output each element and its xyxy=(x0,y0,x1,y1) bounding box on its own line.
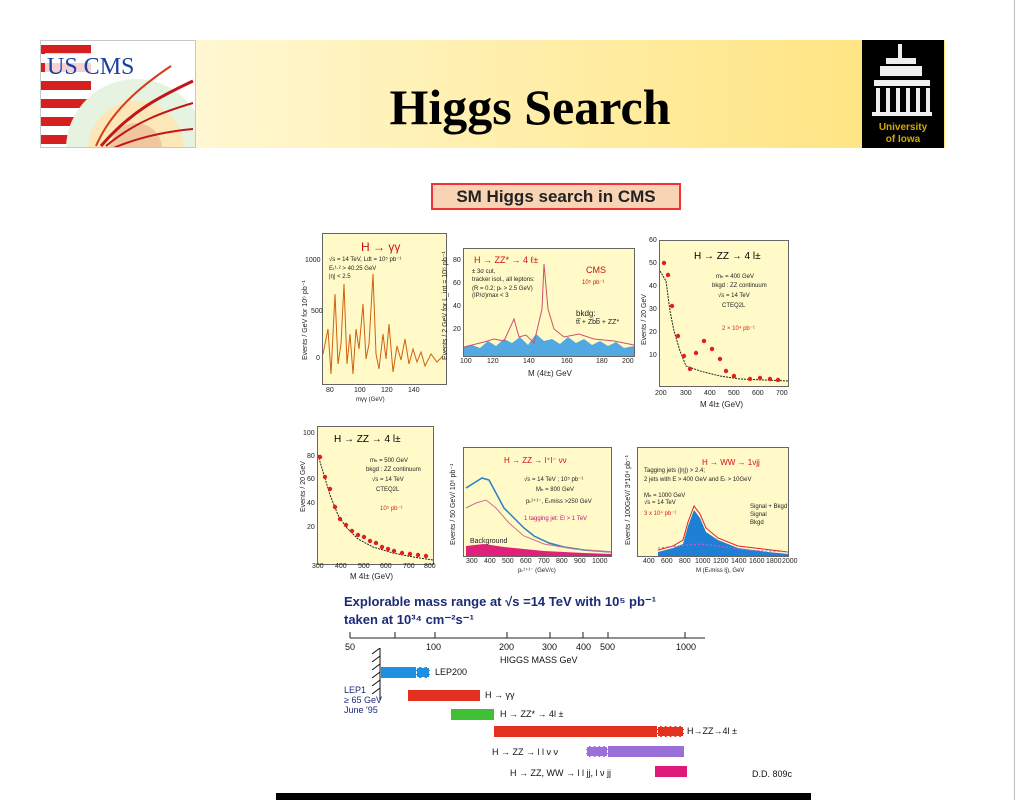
panel-zzstar-xtick-180: 180 xyxy=(596,358,608,365)
panel-zz500-title: H → ZZ → 4 l± xyxy=(334,434,401,445)
panel-gg-ytick-0: 0 xyxy=(316,355,320,362)
label-h-zz-4l: H→ZZ→4l ± xyxy=(687,726,737,736)
panel-zz400-ytick-60: 60 xyxy=(649,237,657,244)
mass-range-headline-2: taken at 10³⁴ cm⁻²s⁻¹ xyxy=(344,612,474,627)
panel-llvv-xtick-500: 500 xyxy=(502,558,514,565)
panel-zzstar-ytick-60: 60 xyxy=(453,280,461,287)
bar-h-zz-llvv-dashed xyxy=(586,746,608,757)
panel-ww-xtick-400: 400 xyxy=(643,558,655,565)
panel-zzstar-note-1: ± 3σ cut, xyxy=(472,269,496,275)
figure-title: SM Higgs search in CMS xyxy=(431,183,681,210)
panel-gg-ylabel: Events / GeV for 10⁵ pb⁻¹ xyxy=(302,280,309,360)
panel-gg-xtick-120: 120 xyxy=(381,387,393,394)
panel-zz400-note-1: mₕ = 400 GeV xyxy=(716,274,754,280)
mass-axis xyxy=(345,628,725,648)
panel-llvv-note-1: √s = 14 TeV ; 10⁵ pb⁻¹ xyxy=(524,477,584,483)
panel-zz500-ytick-20: 20 xyxy=(307,524,315,531)
panel-zz500-xtick-700: 700 xyxy=(403,563,415,570)
bar-h-zzstar-4l xyxy=(451,709,494,720)
panel-zzstar-xtick-200: 200 xyxy=(622,358,634,365)
panel-zzstar-ylabel: Events / 2 GeV for L_int = 10⁵ pb⁻¹ xyxy=(442,251,449,360)
panel-zz500-xlabel: M 4l± (GeV) xyxy=(350,572,394,581)
panel-ww-xtick-800: 800 xyxy=(679,558,691,565)
bar-h-zz-4l xyxy=(494,726,657,737)
panel-llvv-xtick-400: 400 xyxy=(484,558,496,565)
panel-zzstar-cms: CMS xyxy=(586,265,606,275)
panel-gg-ytick-500: 500 xyxy=(311,308,323,315)
panel-gg-xlabel: mγγ (GeV) xyxy=(356,397,385,403)
panel-zzstar-note-4: (IP/σ)max < 3 xyxy=(472,293,509,299)
label-h-zz-ww-jets: H → ZZ, WW → l l jj, l ν jj xyxy=(510,768,611,778)
panel-zz400-note-3: √s = 14 TeV xyxy=(718,293,750,299)
panel-zz500-note-2: bkgd : ZZ continuum xyxy=(366,467,421,473)
panel-llvv-note-4: 1 tagging jet: Eʲ > 1 TeV xyxy=(524,516,588,522)
panel-zzstar-xtick-100: 100 xyxy=(460,358,472,365)
label-h-zz-llvv: H → ZZ → l l ν ν xyxy=(492,747,558,757)
panel-zz400-ytick-20: 20 xyxy=(649,329,657,336)
panel-llvv-bkg: Background xyxy=(470,538,508,545)
panel-ww-legend-1: Signal + Bkgd xyxy=(750,504,788,510)
panel-zzstar-bkg-1: bkdg: xyxy=(576,309,596,318)
panel-ww-note-4: √s = 14 TeV xyxy=(644,500,676,506)
panel-gg-xtick-100: 100 xyxy=(354,387,366,394)
panel-zz500-note-4: CTEQ2L xyxy=(376,487,400,493)
panel-zz400-ytick-40: 40 xyxy=(649,283,657,290)
panel-zz400-ytick-50: 50 xyxy=(649,260,657,267)
panel-h-zz-4l-500 xyxy=(317,426,434,565)
panel-zz500-ytick-80: 80 xyxy=(307,453,315,460)
panel-llvv-xtick-600: 600 xyxy=(520,558,532,565)
panel-zzstar-xtick-140: 140 xyxy=(523,358,535,365)
panel-h-gamma-gamma xyxy=(322,233,447,385)
label-h-gamma-gamma: H → γγ xyxy=(485,690,515,700)
panel-zz400-title: H → ZZ → 4 l± xyxy=(694,251,761,262)
iowa-logo-line1: University xyxy=(878,122,928,133)
mass-tick-300: 300 xyxy=(542,642,558,652)
panel-llvv-note-2: Mₕ = 800 GeV xyxy=(536,487,574,493)
panel-zz500-xtick-400: 400 xyxy=(335,563,347,570)
credit-label: D.D. 809c xyxy=(752,769,793,779)
panel-zz500-ytick-40: 40 xyxy=(307,500,315,507)
label-h-zzstar-4l: H → ZZ* → 4l ± xyxy=(500,709,564,719)
university-of-iowa-logo xyxy=(862,40,944,148)
panel-ww-note-1: Tagging jets (|η|) > 2.4; xyxy=(644,468,705,474)
panel-gg-note-3: |η| < 2.5 xyxy=(329,274,351,280)
panel-gg-note-2: Eₜ¹·² > 40.25 GeV xyxy=(329,266,377,272)
panel-zzstar-bkg-2: tt̅ + Zbb̅ + ZZ* xyxy=(576,319,620,326)
panel-zz400-xtick-300: 300 xyxy=(680,390,692,397)
us-cms-logo xyxy=(40,40,196,148)
panel-ww-xtick-600: 600 xyxy=(661,558,673,565)
panel-zz400-note-4: CTEQ2L xyxy=(722,303,746,309)
panel-zz400-xtick-500: 500 xyxy=(728,390,740,397)
panel-zz400-ytick-10: 10 xyxy=(649,352,657,359)
panel-zz500-xtick-800: 800 xyxy=(424,563,436,570)
panel-ww-xtick-1200: 1200 xyxy=(713,558,729,565)
panel-gg-title: H → γγ xyxy=(361,240,401,254)
panel-gg-note-1: √s = 14 TeV, Ldt = 10⁵ pb⁻¹ xyxy=(329,257,402,263)
panel-ww-legend-2: Signal xyxy=(750,512,767,518)
panel-ww-xlabel: M (Eₜmiss lj), GeV xyxy=(696,568,745,574)
panel-llvv-xtick-300: 300 xyxy=(466,558,478,565)
page-title: Higgs Search xyxy=(389,79,671,135)
mass-tick-500: 500 xyxy=(600,642,616,652)
us-cms-logo-text: US CMS xyxy=(47,54,135,80)
lep1-label-2: ≥ 65 GeV xyxy=(344,695,382,705)
bar-h-gamma-gamma xyxy=(408,690,480,701)
panel-ww-note-5: 3 x 10⁴ pb⁻¹ xyxy=(644,511,677,517)
panel-llvv-note-3: pₜ¹⁺¹⁻, Eₜmiss >250 GeV xyxy=(526,499,592,505)
panel-gg-xtick-140: 140 xyxy=(408,387,420,394)
mass-axis-label: HIGGS MASS GeV xyxy=(500,655,578,665)
panel-zz400-ylabel: Events / 20 GeV xyxy=(641,294,648,345)
panel-zz500-xtick-300: 300 xyxy=(312,563,324,570)
label-lep200: LEP200 xyxy=(435,667,468,677)
panel-zzstar-title: H → ZZ* → 4 ℓ± xyxy=(474,255,539,265)
page-edge-line xyxy=(1014,0,1015,800)
panel-zzstar-note-3: (R = 0.2; pₜ > 2.5 GeV) xyxy=(472,286,533,292)
panel-ww-xtick-2000: 2000 xyxy=(782,558,798,565)
panel-zz500-xtick-500: 500 xyxy=(358,563,370,570)
lep1-label-3: June '95 xyxy=(344,705,378,715)
panel-zz400-xtick-700: 700 xyxy=(776,390,788,397)
panel-llvv-title: H → ZZ → l⁺l⁻ νν xyxy=(504,456,567,465)
panel-h-zz-llvv xyxy=(463,447,612,557)
bar-lep200 xyxy=(381,667,416,678)
panel-zz400-note-2: bkgd : ZZ continuum xyxy=(712,283,767,289)
mass-tick-400: 400 xyxy=(576,642,592,652)
bar-h-zz-4l-extension xyxy=(657,726,684,737)
panel-zz400-note-5: 2 × 10⁴ pb⁻¹ xyxy=(722,326,755,332)
panel-ww-note-2: 2 jets with E > 400 GeV and Eₜ > 10GeV xyxy=(644,477,752,483)
mass-range-headline-1: Explorable mass range at √s =14 TeV with 10⁵ pb⁻¹ xyxy=(344,594,657,609)
panel-llvv-xtick-800: 800 xyxy=(556,558,568,565)
panel-zz400-xlabel: M 4l± (GeV) xyxy=(700,400,744,409)
panel-zz400-ytick-30: 30 xyxy=(649,306,657,313)
panel-zz500-note-3: √s = 14 TeV xyxy=(372,477,404,483)
panel-zzstar-ytick-80: 80 xyxy=(453,257,461,264)
panel-zzstar-xtick-120: 120 xyxy=(487,358,499,365)
panel-gg-xtick-80: 80 xyxy=(326,387,334,394)
panel-llvv-ylabel: Events / 50 GeV/ 10⁵ pb⁻¹ xyxy=(450,463,457,545)
panel-zzstar-xtick-160: 160 xyxy=(561,358,573,365)
panel-zz400-xtick-400: 400 xyxy=(704,390,716,397)
mass-tick-1000: 1000 xyxy=(676,642,697,652)
mass-tick-50: 50 xyxy=(345,642,356,652)
panel-h-zz-4l-400 xyxy=(659,240,789,387)
panel-zz500-ytick-60: 60 xyxy=(307,476,315,483)
panel-llvv-xtick-900: 900 xyxy=(574,558,586,565)
panel-zz500-ylabel: Events / 20 GeV xyxy=(300,461,307,512)
panel-h-ww-lvjj xyxy=(637,447,789,557)
panel-ww-xtick-1400: 1400 xyxy=(731,558,747,565)
lep1-label-1: LEP1 xyxy=(344,685,367,695)
panel-zzstar-ytick-40: 40 xyxy=(453,303,461,310)
panel-zz500-ytick-100: 100 xyxy=(303,430,315,437)
panel-ww-ylabel: Events / 100GeV/ 3*10⁴ pb⁻¹ xyxy=(625,455,632,545)
iowa-logo-line2: of Iowa xyxy=(885,134,921,145)
panel-zzstar-note-2: tracker isol., all leptons: xyxy=(472,277,535,283)
panel-ww-xtick-1800: 1800 xyxy=(766,558,782,565)
panel-ww-note-3: Mₕ = 1000 GeV xyxy=(644,493,686,499)
panel-llvv-xtick-700: 700 xyxy=(538,558,550,565)
panel-ww-title: H → WW → 1νjj xyxy=(702,458,760,467)
panel-zz500-note-5: 10⁵ pb⁻¹ xyxy=(380,506,403,512)
bar-h-zz-ww-jets xyxy=(655,766,687,777)
mass-tick-200: 200 xyxy=(499,642,515,652)
panel-zz500-note-1: mₕ = 500 GeV xyxy=(370,458,408,464)
panel-llvv-xlabel: pₜ¹⁺¹⁻ (GeV/c) xyxy=(518,568,556,574)
panel-ww-xtick-1600: 1600 xyxy=(749,558,765,565)
bar-lep200-extension xyxy=(416,667,430,678)
panel-zz500-xtick-600: 600 xyxy=(380,563,392,570)
mass-tick-100: 100 xyxy=(426,642,442,652)
bar-h-zz-llvv xyxy=(608,746,684,757)
panel-llvv-xtick-1000: 1000 xyxy=(592,558,608,565)
panel-zz400-xtick-200: 200 xyxy=(655,390,667,397)
panel-zz400-xtick-600: 600 xyxy=(752,390,764,397)
panel-zzstar-xlabel: M (4ℓ±) GeV xyxy=(528,369,572,378)
bottom-strip xyxy=(276,793,811,800)
panel-ww-xtick-1000: 1000 xyxy=(695,558,711,565)
panel-zzstar-lumi: 10⁵ pb⁻¹ xyxy=(582,280,605,286)
panel-h-zzstar-4l xyxy=(463,248,635,357)
panel-ww-legend-3: Bkgd xyxy=(750,520,764,526)
panel-gg-ytick-1000: 1000 xyxy=(305,257,321,264)
panel-zzstar-ytick-20: 20 xyxy=(453,326,461,333)
